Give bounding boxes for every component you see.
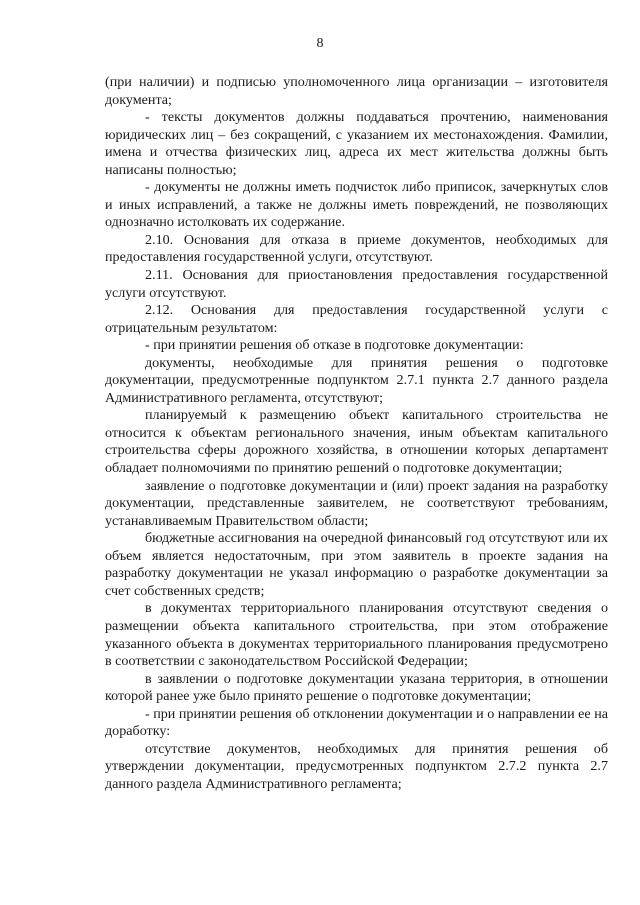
paragraph: отсутствие документов, необходимых для принятия решения об утверждении документации, предусмотренных подпунктом 2.7.2 пункта 2.7 данного раздела Административного регламента; [105,740,608,792]
paragraph: - тексты документов должны поддаваться прочтению, наименования юридических лиц – без сокращений, с указанием их местонахождения. Фамилии, имена и отчества физических лиц, адреса их мест жительства должны быть написаны полностью; [105,109,608,178]
paragraph: 2.12. Основания для предоставления государственной услуги с отрицательным результатом: [105,302,608,336]
paragraph: в документах территориального планирования отсутствуют сведения о размещении объекта капитального строительства, при этом отображение указанного объекта в документах территориального планирования предусмотрено в соответствии с законодательством Российской Федерации; [105,600,608,670]
paragraph: 2.11. Основания для приостановления предоставления государственной услуги отсутствуют. [105,267,608,301]
paragraph: документы, необходимые для принятия решения о подготовке документации, предусмотренные подпунктом 2.7.1 пункта 2.7 данного раздела Административного регламента, отсутствуют; [105,354,608,406]
paragraph: - при принятии решения об отказе в подготовке документации: [145,337,524,354]
paragraph: в заявлении о подготовке документации указана территория, в отношении которой ранее уже было принято решение о подготовке документации; [105,670,608,705]
document-body [105,74,608,793]
paragraph: - при принятии решения об отклонении документации и о направлении ее на доработку: [105,705,608,740]
paragraph: - документы не должны иметь подчисток либо приписок, зачеркнутых слов и иных исправлений, а также не должны иметь повреждений, не позволяющих однозначно истолковать их содержание. [105,179,608,231]
paragraph: заявление о подготовке документации и (или) проект задания на разработку документации, представленные заявителем, не соответствуют требованиям, устанавливаемым Правительством области; [105,477,608,529]
paragraph: планируемый к размещению объект капитального строительства не относится к объектам регионального значения, иным объектам капитального строительства сферы дорожного хозяйства, в отношении которых департамент обладает полномочиями по принятию решений о подготовке документации; [105,407,608,477]
page-number: 8 [316,36,324,51]
paragraph: (при наличии) и подписью уполномоченного лица организации – изготовителя документа; [105,74,608,108]
paragraph: 2.10. Основания для отказа в приеме документов, необходимых для предоставления государственной услуги, отсутствуют. [105,231,608,266]
paragraph: бюджетные ассигнования на очередной финансовый год отсутствуют или их объем является недостаточным, при этом заявитель в проекте задания на разработку документации не указал информацию о разработке документации за счет собственных средств; [105,530,608,599]
